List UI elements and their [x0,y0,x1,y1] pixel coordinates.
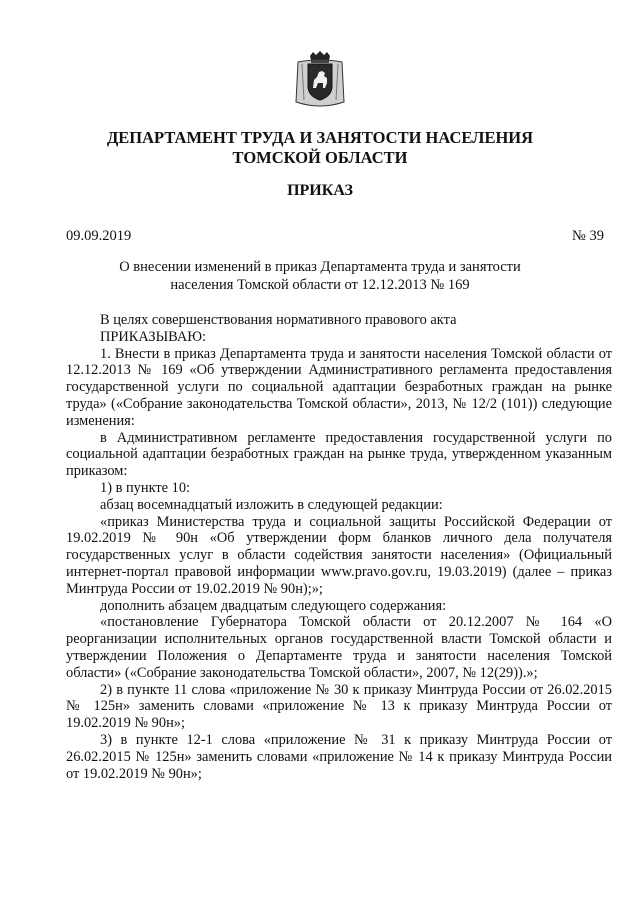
body-paragraph: 3) в пункте 12-1 слова «приложение № 31 к приказу Минтруда России от 26.02.2015 № 125н» заменить словами «приложение № 14 к приказу Минтруда России от 19.02.2019 № 90н»; [66,731,612,782]
body-paragraph: В целях совершенствования нормативного правового акта [100,312,457,328]
body-paragraph: «постановление Губернатора Томской области от 20.12.2007 № 164 «О реорганизации исполнительных органов государственной власти Томской области и утверждении Положения о Департаменте труда и занятости населения Томской области» («Собрание законодательства Томской области», 2007, № 12(29)).»; [66,614,612,681]
body-paragraph: 1. Внести в приказ Департамента труда и занятости населения Томской области от 12.12.2013 № 169 «Об утверждении Административного регламента предоставления государственной услуги по социальной адаптации безработных граждан на рынке труда» («Собрание законодательства Томской области», 2013, № 12/2 (101)) следующие изменения: [66,345,612,429]
body-paragraph: абзац восемнадцатый изложить в следующей редакции: [100,496,443,513]
body-paragraph: в Административном регламенте предоставления государственной услуги по социальной адаптации безработных граждан на рынке труда, утвержденном указанным приказом: [66,429,612,480]
document-type: ПРИКАЗ [287,182,353,199]
subject-line1: О внесении изменений в приказ Департамента труда и занятости [119,259,521,275]
body-paragraph: 2) в пункте 11 слова «приложение № 30 к приказу Минтруда России от 26.02.2015 № 125н» заменить словами «приложение № 13 к приказу Минтруда России от 19.02.2019 № 90н»; [66,681,612,732]
document-number: № 39 [572,228,604,244]
document-body [66,312,612,782]
subject-line2: населения Томской области от 12.12.2013 № 169 [170,277,470,293]
body-paragraph: ПРИКАЗЫВАЮ: [100,328,207,345]
body-paragraph: 1) в пункте 10: [100,479,191,496]
body-paragraph: дополнить абзацем двадцатым следующего содержания: [100,597,447,614]
department-title-line2: ТОМСКОЙ ОБЛАСТИ [232,148,408,167]
document-date: 09.09.2019 [66,228,132,244]
document-subject [0,258,640,294]
body-paragraph: «приказ Министерства труда и социальной защиты Российской Федерации от 19.02.2019 № 90н «Об утверждении форм бланков личного дела получателя государственных услуг в области содействия занятости населения» (Официальный интернет-портал правовой информации www.pravo.gov.ru, 19.03.2019) (далее – приказ Минтруда России от 19.02.2019 № 90н);»; [66,513,612,597]
department-title-line1: ДЕПАРТАМЕНТ ТРУДА И ЗАНЯТОСТИ НАСЕЛЕНИЯ [106,128,534,147]
tomsk-coat-of-arms-icon [294,50,346,110]
